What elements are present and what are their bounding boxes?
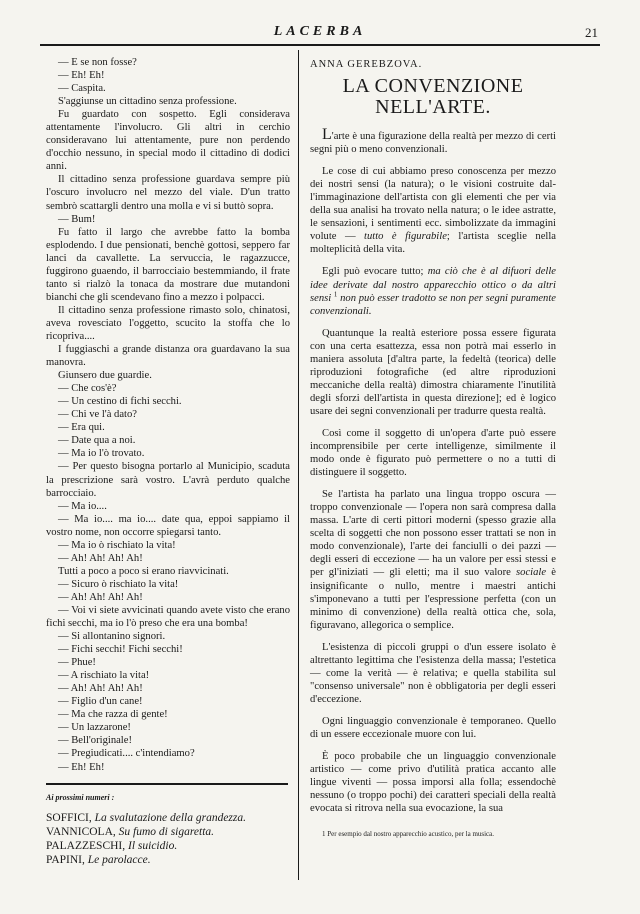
dialogue-line: — Pregiudicati.... c'intendiamo? <box>58 748 195 760</box>
dialogue-line: — Chi ve l'à dato? <box>58 409 137 421</box>
dialogue-line: — Ma io.... <box>58 500 107 512</box>
article-paragraph: L'arte è una figurazione della realtà per mezzo di certi segni più o meno convenzionali. <box>310 126 556 156</box>
story-paragraph: Il cittadino senza professione guardava sempre più l'oscuro involucro nel mezzo del viale. D'un tratto sembrò scattargli dentro una molla e vi si buttò sopra. <box>46 174 290 212</box>
story-line: S'aggiunse un cittadino senza professione. <box>58 96 237 108</box>
dialogue-line: — Che cos'è? <box>58 383 117 395</box>
article-paragraph: Se l'artista ha parlato una lingua troppo oscura — troppo convenzionale — l'opera non sarà compresa dalla massa. L'arte di certi pittori moderni (spesso grazie alla scelta di soggetti che non possono esser trattati se non in modo convenzionale), l'arte dei fanciulli o dei pazzi — degli esseri di eccezione — ha un valore per essi stessi e per gl'iniziati — gli eletti; ma il suo valore sociale è insignificante o nullo, mentre i maestri antichi s'imponevano a tutti per l'espressione perfetta (con un minimo di convenzione) della realtà ottica che, sola, figuravano, allegorica o semplice. <box>310 489 556 631</box>
journal-title: LACERBA <box>273 24 367 39</box>
dialogue-line: — Si allontanino signori. <box>58 631 166 643</box>
footnote: 1 Per esempio dal nostro apparecchio acustico, per la musica. <box>322 830 495 839</box>
article-paragraph: Così come il soggetto di un'opera d'arte può essere incomprensibile per certe intelligenze, similmente il modo onde è figurato può permettere o no a tutti di distinguere il soggetto. <box>310 427 556 479</box>
next-issue-heading: Ai prossimi numeri : <box>46 792 115 802</box>
right-column <box>310 56 556 839</box>
dialogue-line: — Ah! Ah! Ah! Ah! <box>58 683 143 695</box>
initial-letter: L <box>322 126 332 144</box>
story-line: — Bum! <box>58 213 96 225</box>
article-paragraph: Le cose di cui abbiamo preso conoscenza per mezzo dei nostri sensi (la natura); o le visioni costruite dal- l'immaginazione dell'artista con gli elementi che per via della sua analisi ha trovato nella natura; o le idee astratte, le sensazioni, i sentimenti ecc. simbolizzate da immagini volute — tutto è figurabile; l'artista sceglie nella molteplicità della vita. <box>310 166 557 256</box>
dialogue-line: — Figlio d'un cane! <box>58 696 143 708</box>
story-line: Tutti a poco a poco si erano riavvicinati. <box>58 565 229 577</box>
dialogue-line: — Un lazzarone! <box>58 722 131 734</box>
column-divider <box>298 50 299 880</box>
story-line: — E se non fosse? <box>58 57 137 68</box>
top-rule <box>40 44 600 46</box>
dialogue-line: — Era qui. <box>58 422 105 434</box>
dialogue-line: — Un cestino di fichi secchi. <box>58 396 182 408</box>
article-author: ANNA GEREBZOVA. <box>310 59 423 70</box>
dialogue-line: — Eh! Eh! <box>58 761 105 773</box>
dialogue-line: — Bell'originale! <box>58 735 132 747</box>
dialogue-line: — Date qua a noi. <box>58 435 136 447</box>
article-paragraph: L'esistenza di piccoli gruppi o d'un essere isolato è altrettanto legittima che l'esistenza della massa; l'estetica — come la verità — è relativa; e quella stabilita sul "consenso universale" non è obbligatoria per degli esseri d'eccezione. <box>310 641 556 705</box>
dialogue-line: — Ah! Ah! Ah! Ah! <box>58 591 143 603</box>
footnote-mark: 1 <box>333 290 338 299</box>
dialogue-line: — Ma io ò rischiato la vita! <box>58 539 176 551</box>
left-column <box>46 56 290 867</box>
dialogue-line: — Ma che razza di gente! <box>58 709 168 721</box>
article-paragraph: Quantunque la realtà esteriore possa essere figurata con una certa esattezza, essa non potrà mai esserlo in maniera assoluta [d'altra parte, la fedeltà (teorica) delle riproduzioni fotografiche (ed altre riproduzioni meccaniche della realtà) dimostra chiaramente l'inutilità degli sforzi dell'artista in questa direzione]; ed è logico usare dei segni convenzionali per tradurre questa realtà. <box>310 327 556 417</box>
section-rule <box>46 783 288 785</box>
dialogue-line: — Sicuro ò rischiato la vita! <box>58 578 179 590</box>
article-paragraph: Ogni linguaggio convenzionale è temporaneo. Quello di un essere eccezionale muore con lui. <box>310 715 556 740</box>
dialogue-line: — Phue! <box>58 657 96 669</box>
dialogue-line: — Ma io.... ma io.... date qua, eppoi sappiamo il vostro nome, non occorre spiegarsi tanto. <box>46 513 290 538</box>
story-line: Giunsero due guardie. <box>58 370 152 382</box>
dialogue-line: — Voi vi siete avvicinati quando avete visto che erano fichi secchi, ma io l'ò preso che era una bomba! <box>46 604 290 630</box>
story-paragraph: Il cittadino senza professione rimasto solo, chinatosi, aveva rovesciato l'oggetto, scucito la stoffa che lo ricopriva.... <box>46 304 290 342</box>
next-issue-item: PALAZZESCHI, Il suicidio. <box>46 840 178 853</box>
article-paragraph: È poco probabile che un linguaggio convenzionale artistico — come privo d'utilità pratica accanto alle lingue viventi — possa imporsi alla folla; essendochè nessuno (o troppo pochi) dei caratteri speciali della realtà evocata si ritrova nella sua evocazione, la sua <box>310 751 556 815</box>
dialogue-line: — Ah! Ah! Ah! Ah! <box>58 552 143 564</box>
page-number: 21 <box>585 25 598 40</box>
next-issue-item: VANNICOLA, Su fumo di sigaretta. <box>46 825 215 838</box>
article-paragraph: Egli può evocare tutto; ma ciò che è al difuori delle idee derivate dal nostro apparecchio ottico o da altri sensi $^1$ non può esser tradotto se non per segni puramente convenzionali. <box>310 266 556 317</box>
next-issue-item: SOFFICI, La svalutazione della grandezza. <box>46 811 246 824</box>
story-line: — Eh! Eh! <box>58 70 105 82</box>
next-issue-item: PAPINI, Le parolacce. <box>46 854 151 867</box>
dialogue-line: — Ma io l'ò trovato. <box>58 448 145 460</box>
article-title: LA CONVENZIONE NELL'ARTE. <box>342 75 524 119</box>
dialogue-line: — Fichi secchi! Fichi secchi! <box>58 644 183 656</box>
story-line: — Caspita. <box>58 83 106 95</box>
story-paragraph: I fuggiaschi a grande distanza ora guardavano la sua manovra. <box>46 344 290 369</box>
dialogue-line: — A rischiato la vita! <box>58 670 150 682</box>
story-paragraph: Fu guardato con sospetto. Egli considerava attentamente l'involucro. Gli altri in cerchio consideravano lui attentamente, pure non perdendo d'occhio nessuno, in special modo il cittadino di dodici anni. <box>46 109 290 173</box>
story-paragraph: Fu fatto il largo che avrebbe fatto la bomba esplodendo. I due pensionati, benchè gottosi, seppero far lanci da cavallette. La servuccia, le ragazzucce, fuggirono guaendo, il barrocciaio bestemmiando, il frate tanto si rialzò la tonaca da mostrare due mutandoni bianchi che gli scendevano fino a mezzo i polpacci. <box>46 226 290 303</box>
dialogue-line: — Per questo bisogna portarlo al Municipio, scaduta la prescrizione sarà vostro. L'avrà perduto qualche barrocciaio. <box>46 461 290 499</box>
